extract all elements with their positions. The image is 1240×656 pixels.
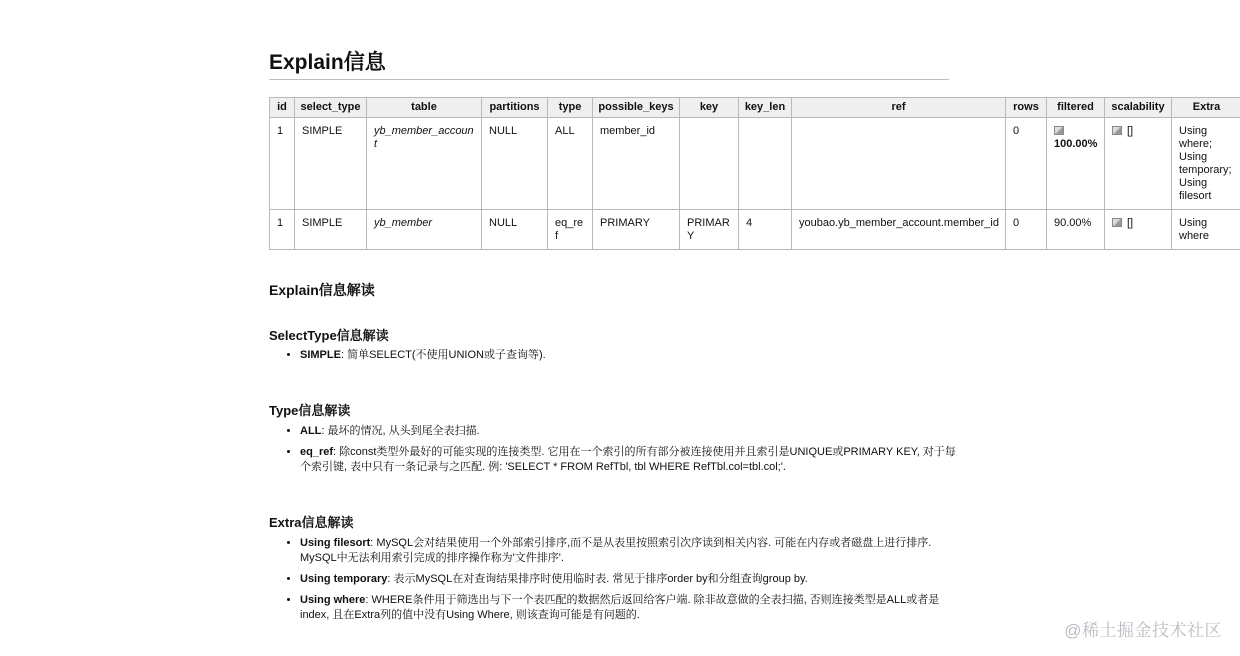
column-header[interactable]: table (367, 98, 482, 118)
cell-select-type: SIMPLE (295, 210, 367, 250)
broken-image-icon (1054, 126, 1064, 135)
column-header[interactable]: partitions (482, 98, 548, 118)
explain-table (269, 97, 1240, 250)
explain-interpretation-heading: Explain信息解读 (269, 282, 375, 298)
cell-key: PRIMARY (680, 210, 739, 250)
extra-list (286, 536, 965, 629)
column-header[interactable]: key_len (739, 98, 792, 118)
description: : WHERE条件用于筛选出与下一个表匹配的数据然后返回给客户端. 除非故意做的全表扫描, 否则连接类型是ALL或者是index, 且在Extra列的值中没有Using Where, 则该查询可能是有问题的. (300, 594, 940, 621)
cell-rows: 0 (1006, 210, 1047, 250)
term: Using temporary (300, 573, 388, 585)
cell-type: eq_ref (548, 210, 593, 250)
cell-partitions: NULL (482, 118, 548, 210)
column-header[interactable]: scalability (1105, 98, 1172, 118)
column-header[interactable]: key (680, 98, 739, 118)
term: ALL (300, 425, 322, 437)
table-row (270, 118, 1240, 210)
column-header[interactable]: select_type (295, 98, 367, 118)
type-list (286, 424, 965, 481)
description: : 表示MySQL在对查询结果排序时使用临时表. 常见于排序order by和分组查询group by. (387, 573, 808, 585)
filtered-value: 100.00% (1054, 138, 1098, 150)
cell-select-type: SIMPLE (295, 118, 367, 210)
column-header[interactable]: id (270, 98, 295, 118)
scalability-value: [] (1127, 125, 1134, 137)
cell-type: ALL (548, 118, 593, 210)
term: SIMPLE (300, 349, 341, 361)
cell-possible-keys: PRIMARY (593, 210, 680, 250)
table-row (270, 210, 1240, 250)
page-title: Explain信息 (269, 51, 386, 74)
cell-id: 1 (270, 118, 295, 210)
broken-image-icon (1112, 126, 1122, 135)
column-header[interactable]: possible_keys (593, 98, 680, 118)
list-item (300, 348, 965, 363)
description: : 简单SELECT(不使用UNION或子查询等). (340, 349, 546, 361)
cell-scalability (1105, 118, 1172, 210)
description: : MySQL会对结果使用一个外部索引排序,而不是从表里按照索引次序读到相关内容. 可能在内存或者磁盘上进行排序. MySQL中无法利用索引完成的排序操作称为'文件排序'. (300, 537, 932, 564)
extra-heading: Extra信息解读 (269, 515, 354, 530)
column-header[interactable]: ref (792, 98, 1006, 118)
cell-filtered (1047, 118, 1105, 210)
select-type-heading: SelectType信息解读 (269, 328, 389, 343)
column-header[interactable]: rows (1006, 98, 1047, 118)
watermark: @稀土掘金技术社区 (1064, 621, 1222, 640)
cell-possible-keys: member_id (593, 118, 680, 210)
description: : 最坏的情况, 从头到尾全表扫描. (321, 425, 480, 437)
cell-scalability (1105, 210, 1172, 250)
type-heading: Type信息解读 (269, 403, 351, 418)
cell-extra: Using where (1172, 210, 1240, 250)
term: Using where (300, 594, 366, 606)
cell-partitions: NULL (482, 210, 548, 250)
list-item (300, 593, 965, 623)
cell-id: 1 (270, 210, 295, 250)
list-item (300, 424, 965, 439)
cell-rows: 0 (1006, 118, 1047, 210)
column-header[interactable]: type (548, 98, 593, 118)
column-header[interactable]: filtered (1047, 98, 1105, 118)
list-item (300, 536, 965, 566)
list-item (300, 572, 965, 587)
term: eq_ref (300, 446, 334, 458)
title-divider (269, 79, 949, 80)
list-item (300, 445, 965, 475)
broken-image-icon (1112, 218, 1122, 227)
select-type-list (286, 348, 965, 369)
column-header[interactable]: Extra (1172, 98, 1240, 118)
cell-ref (792, 118, 1006, 210)
cell-table: yb_member (367, 210, 482, 250)
cell-table: yb_member_account (367, 118, 482, 210)
cell-filtered: 90.00% (1047, 210, 1105, 250)
cell-extra: Using where; Using temporary; Using filesort (1172, 118, 1240, 210)
cell-key-len: 4 (739, 210, 792, 250)
cell-key (680, 118, 739, 210)
term: Using filesort (300, 537, 371, 549)
scalability-value: [] (1127, 217, 1134, 229)
table-header-row (270, 98, 1240, 118)
cell-key-len (739, 118, 792, 210)
description: : 除const类型外最好的可能实现的连接类型. 它用在一个索引的所有部分被连接使用并且索引是UNIQUE或PRIMARY KEY, 对于每个索引键, 表中只有一条记录与之匹配. 例: 'SELECT * FROM RefTbl, tbl WHERE RefTbl.col=tbl.col;'. (300, 446, 956, 473)
cell-ref: youbao.yb_member_account.member_id (792, 210, 1006, 250)
